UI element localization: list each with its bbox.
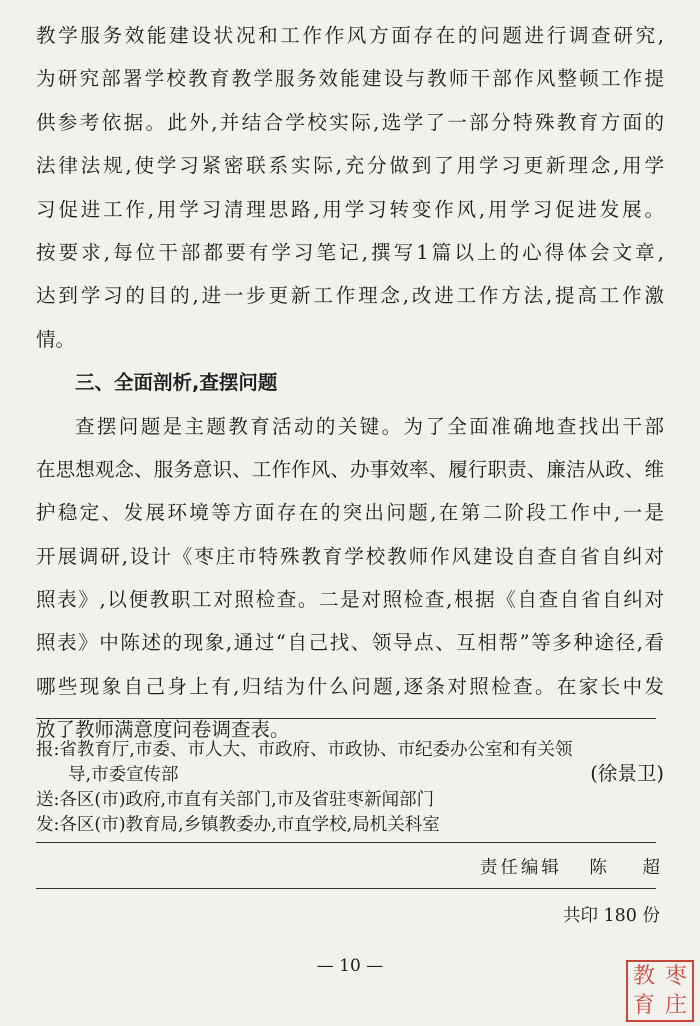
report-recipients: 省教育厅,市委、市人大、市政府、市政协、市纪委办公室和有关领: [59, 740, 573, 760]
seal-char: 庄: [664, 992, 687, 1018]
text-line: 查摆问题是主题教育活动的关键。为了全面准确地查找出干部: [75, 414, 664, 438]
body-text: [36, 14, 664, 795]
issue-recipients: 各区(市)教育局,乡镇教委办,市直学校,局机关科室: [59, 815, 440, 835]
divider-line: [36, 888, 656, 889]
text-line: 放了教师满意度问卷调查表。: [36, 718, 290, 742]
send-to-row: [36, 788, 660, 813]
seal-char: 育: [632, 992, 655, 1018]
text-line: 达到学习的目的,进一步更新工作理念,改进工作方法,提高工作激: [36, 284, 664, 308]
text-line: 照表》,以便教职工对照检查。二是对照检查,根据《自查自省自纠对: [36, 588, 664, 612]
issue-to-row: [36, 813, 660, 838]
text-line: 为研究部署学校教育教学服务效能建设与教师干部作风整顿工作提: [36, 67, 664, 91]
section-heading: 三、全面剖析,查摆问题: [75, 371, 278, 395]
divider-line: [36, 842, 656, 843]
page-number: — 10 —: [316, 956, 384, 976]
editor-name-2: 超: [642, 858, 660, 878]
text-line: 情。: [36, 327, 76, 351]
text-line: 按要求,每位干部都要有学习笔记,撰写1篇以上的心得体会文章,: [36, 240, 664, 264]
text-line: 在思想观念、服务意识、工作作风、办事效率、履行职责、廉洁从政、维: [36, 457, 664, 481]
seal-char: 教: [632, 963, 655, 989]
text-line: 开展调研,设计《枣庄市特殊教育学校教师作风建设自查自省自纠对: [36, 544, 664, 568]
editor-label: 责任编辑: [479, 858, 562, 878]
red-seal-stamp: [626, 960, 694, 1022]
text-line: 护稳定、发展环境等方面存在的突出问题,在第二阶段工作中,一是: [36, 501, 664, 525]
report-label: 报:: [36, 740, 60, 760]
author-credit: (徐景卫): [590, 761, 664, 785]
text-line: 法律法规,使学习紧密联系实际,充分做到了用学习更新理念,用学: [36, 154, 664, 178]
editor-name-1: 陈: [589, 858, 607, 878]
send-label: 送:: [36, 790, 60, 810]
divider-line: [36, 718, 656, 719]
text-line: 习促进工作,用学习清理思路,用学习转变作风,用学习促进发展。: [36, 197, 664, 221]
send-recipients: 各区(市)政府,市直有关部门,市及省驻枣新闻部门: [59, 790, 435, 810]
text-line: 哪些现象自己身上有,归结为什么问题,逐条对照检查。在家长中发: [36, 674, 664, 698]
report-to-row: [36, 738, 660, 763]
text-line: 教学服务效能建设状况和工作作风方面存在的问题进行调查研究,: [36, 24, 664, 47]
responsible-editor: [480, 854, 660, 879]
text-line: 照表》中陈述的现象,通过“自己找、领导点、互相帮”等多种途径,看: [36, 631, 664, 655]
distribution-list: [36, 738, 660, 838]
issue-label: 发:: [36, 815, 60, 835]
print-copies: 共印 180 份: [562, 906, 660, 926]
report-recipients-continued: 导,市委宣传部: [68, 765, 179, 785]
text-line: 供参考依据。此外,并结合学校实际,选学了一部分特殊教育方面的: [36, 110, 664, 134]
seal-char: 枣: [664, 963, 687, 989]
